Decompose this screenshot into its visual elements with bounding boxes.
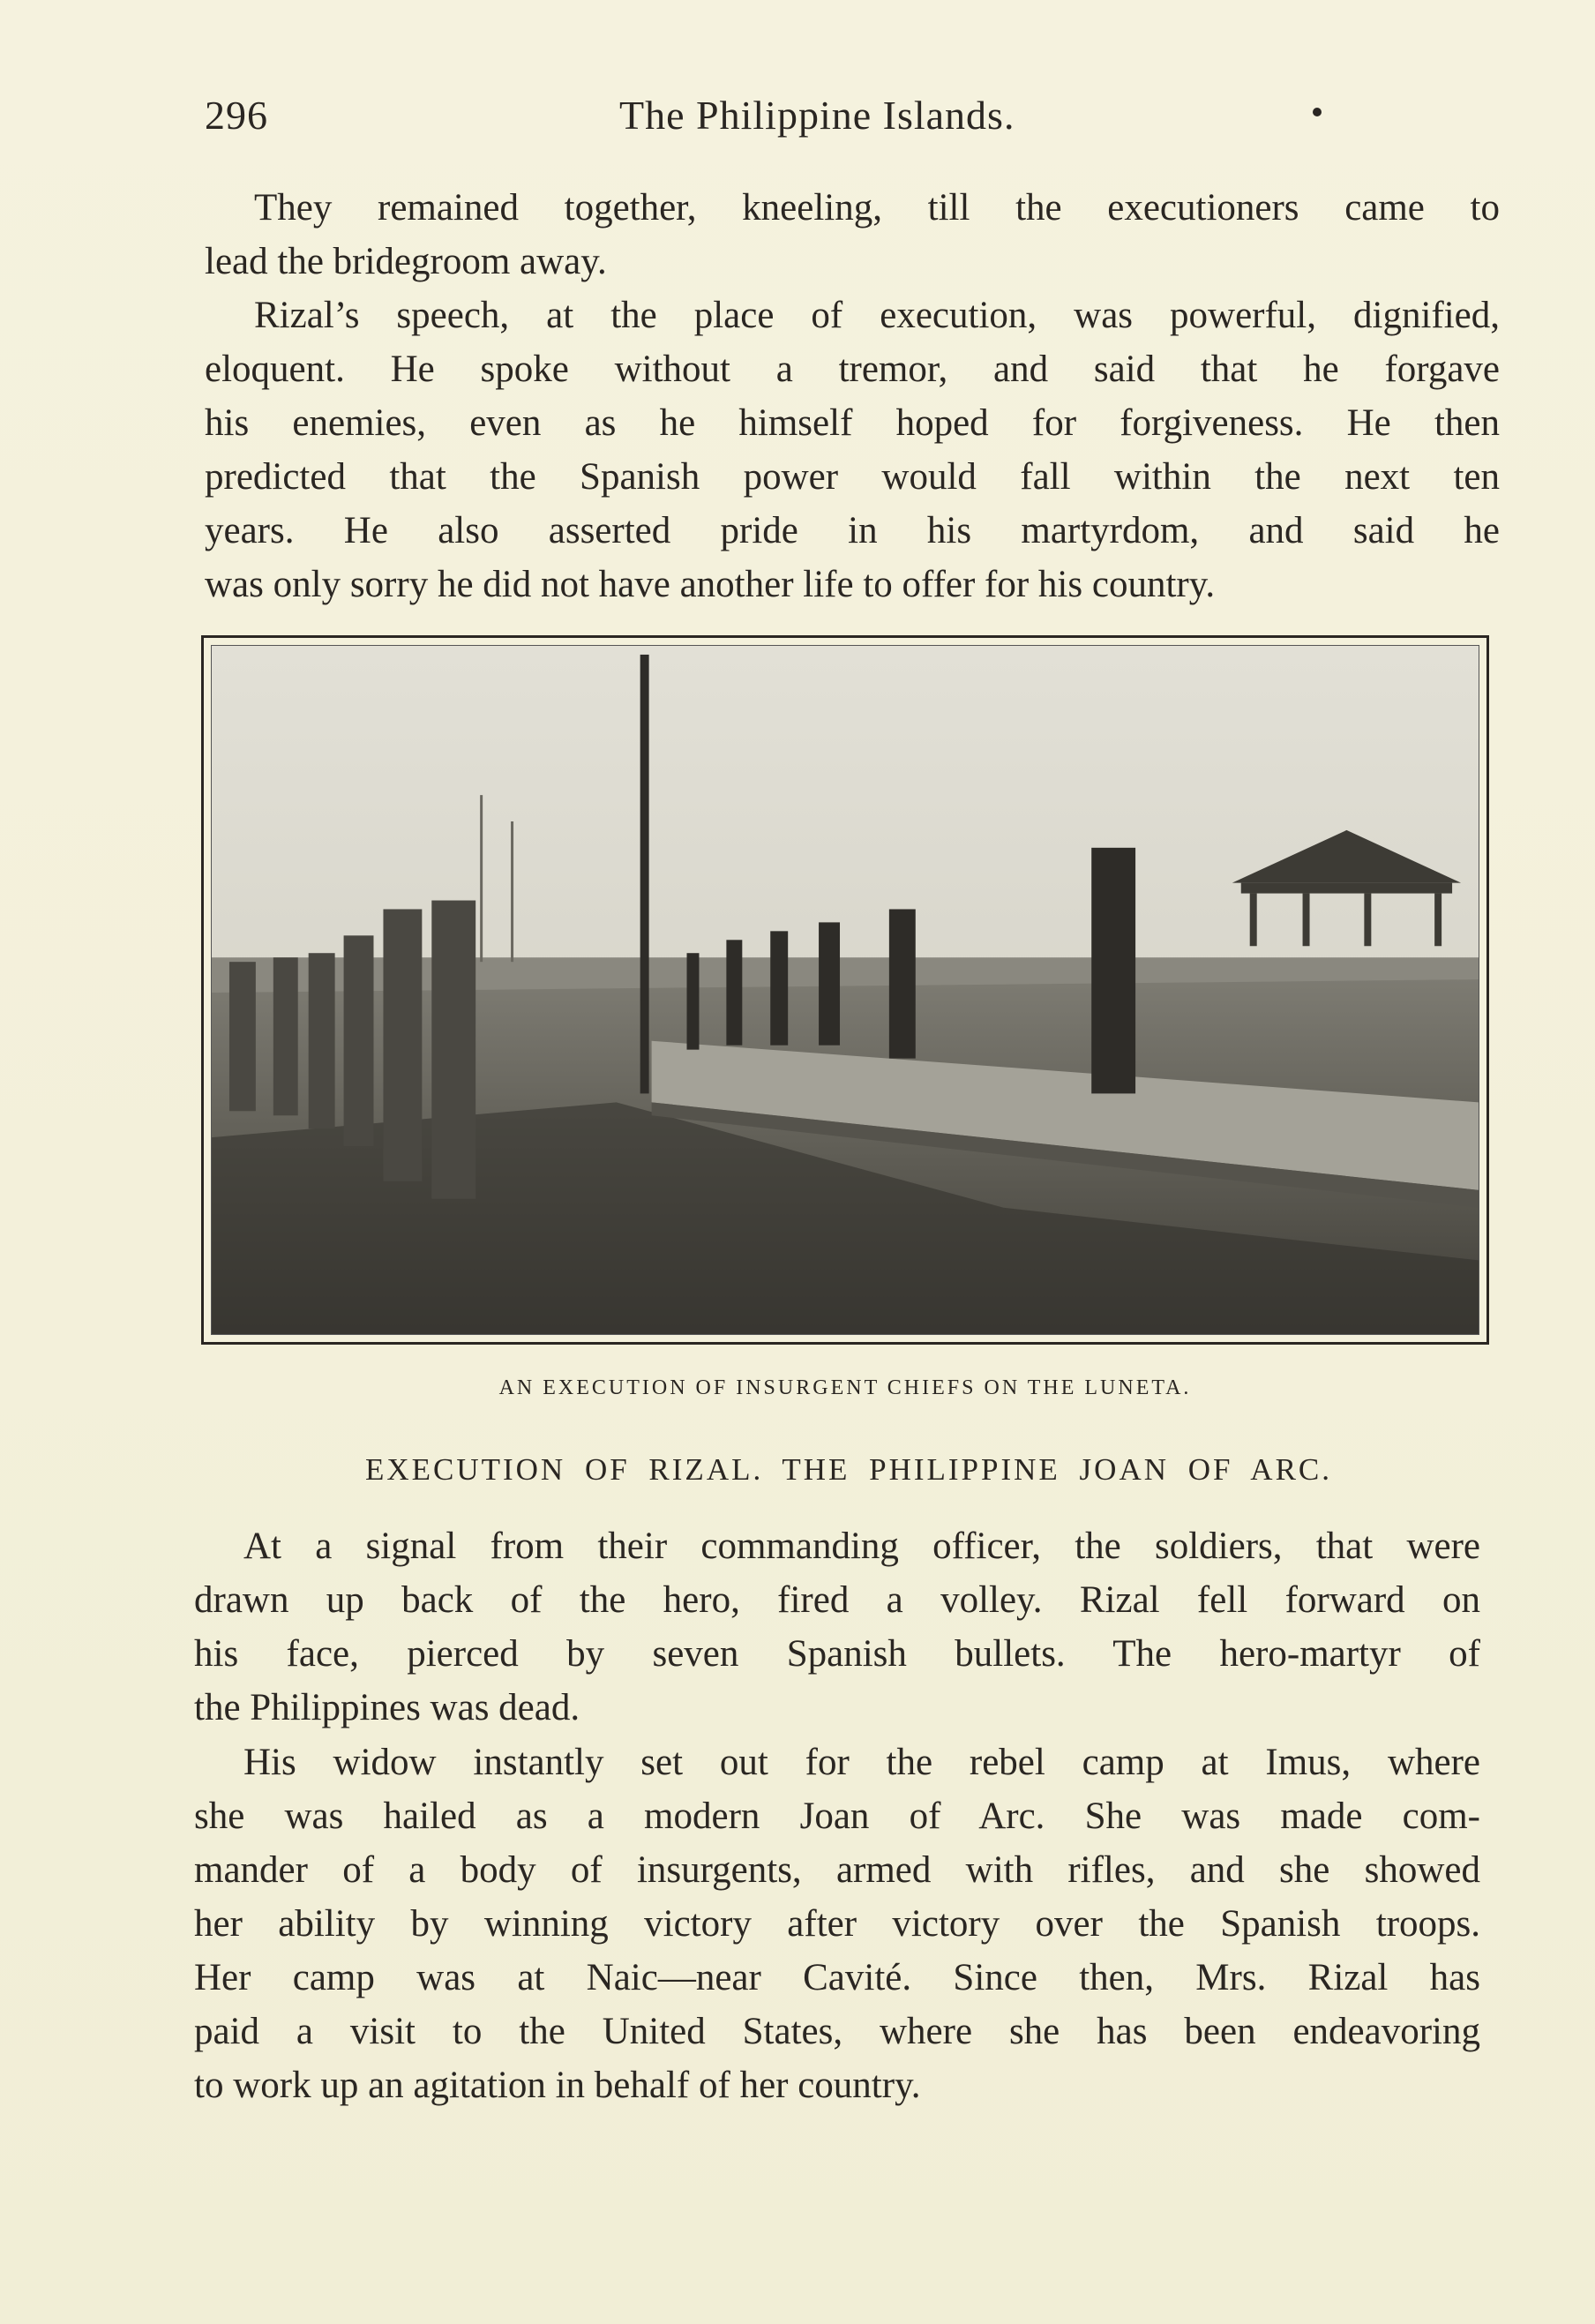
figure-caption: AN EXECUTION OF INSURGENT CHIEFS ON THE LUNETA. <box>498 1376 1192 1399</box>
paragraph-speech <box>205 289 1500 611</box>
text-line: her ability by winning victory after victory over the Spanish troops. <box>194 1903 1480 1945</box>
text-line: his enemies, even as he himself hoped for forgiveness. He then <box>205 402 1500 444</box>
text-line: the Philippines was dead. <box>194 1687 580 1728</box>
execution-illustration <box>201 635 1489 1345</box>
paragraph-volley <box>194 1519 1480 1735</box>
text-line: mander of a body of insurgents, armed with rifles, and she showed <box>194 1849 1480 1891</box>
illustration-photo <box>211 645 1479 1335</box>
paragraph-kneeling <box>205 181 1500 289</box>
text-line: Her camp was at Naic—near Cavité. Since then, Mrs. Rizal has <box>194 1957 1480 1998</box>
section-heading: EXECUTION OF RIZAL. THE PHILIPPINE JOAN OF ARC. <box>364 1452 1333 1487</box>
text-line: she was hailed as a modern Joan of Arc. She was made com- <box>194 1795 1480 1837</box>
text-line: eloquent. He spoke without a tremor, and said that he forgave <box>205 349 1500 390</box>
text-line: was only sorry he did not have another life to offer for his country. <box>205 564 1216 605</box>
text-line: They remained together, kneeling, till the executioners came to <box>254 187 1500 229</box>
text-line: predicted that the Spanish power would fall within the next ten <box>205 456 1500 498</box>
text-line: His widow instantly set out for the rebel camp at Imus, where <box>243 1742 1480 1783</box>
text-line: drawn up back of the hero, fired a volley. Rizal fell forward on <box>194 1579 1480 1621</box>
running-head <box>205 92 1352 145</box>
running-title: The Philippine Islands. <box>619 93 1015 138</box>
printer-mark <box>1313 108 1322 116</box>
text-line: his face, pierced by seven Spanish bullets. The hero-martyr of <box>194 1633 1480 1675</box>
text-line: years. He also asserted pride in his martyrdom, and said he <box>205 510 1500 551</box>
text-line: paid a visit to the United States, where she has been endeavoring <box>194 2011 1480 2052</box>
text-line: to work up an agitation in behalf of her country. <box>194 2065 921 2106</box>
text-line: At a signal from their commanding officer, the soldiers, that were <box>243 1526 1480 1567</box>
halftone-photo <box>212 646 1479 1334</box>
text-line: lead the bridegroom away. <box>205 241 607 282</box>
paragraph-widow <box>194 1736 1480 2112</box>
text-line: Rizal’s speech, at the place of execution, was powerful, dignified, <box>254 295 1500 336</box>
page-number: 296 <box>205 93 268 138</box>
